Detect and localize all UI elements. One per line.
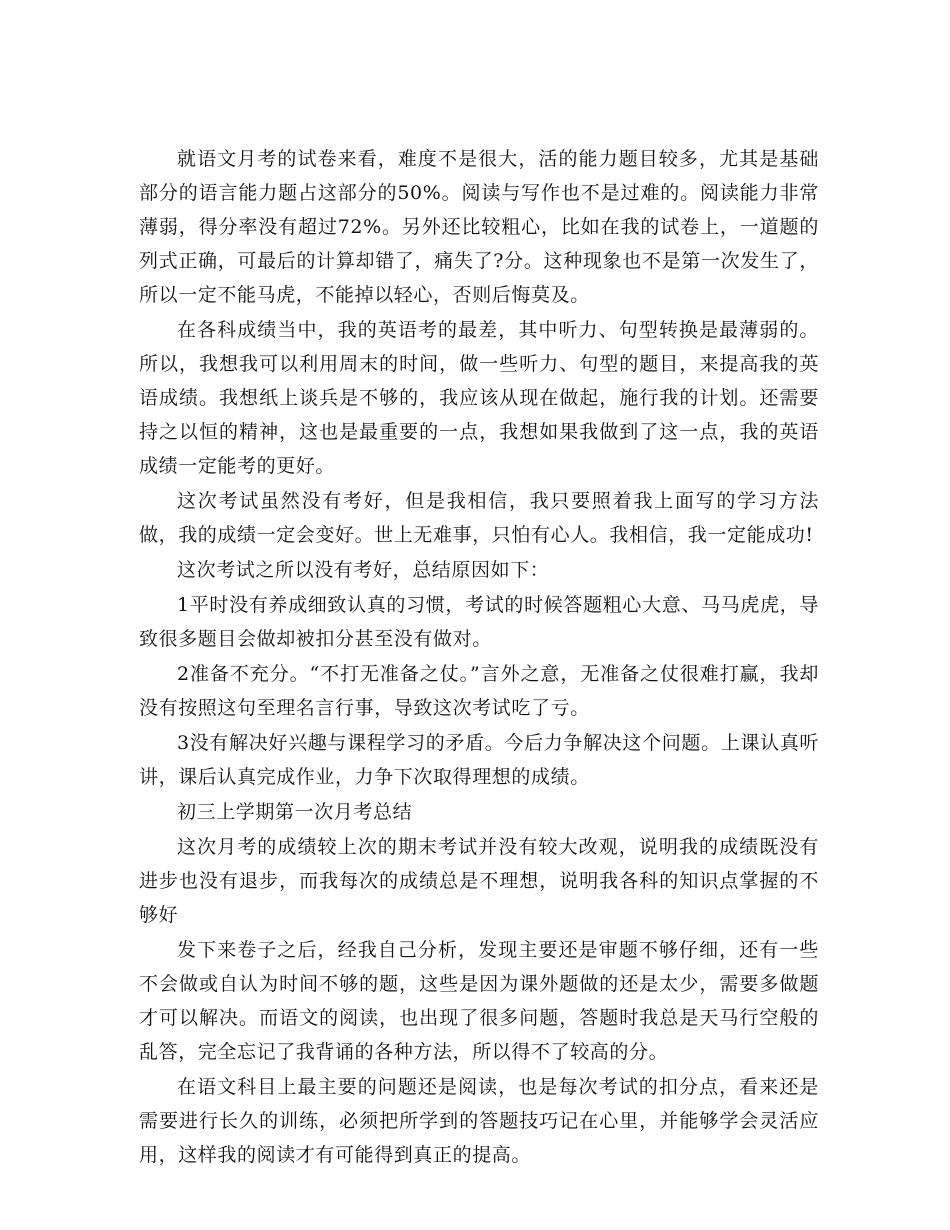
paragraph-confidence: 这次考试虽然没有考好，但是我相信，我只要照着我上面写的学习方法做，我的成绩一定会变好。世上无难事，只怕有心人。我相信，我一定能成功! [139,490,819,546]
paragraph-monthly-results: 这次月考的成绩较上次的期末考试并没有较大改观，说明我的成绩既没有进步也没有退步，而我每次的成绩总是不理想，说明我各科的知识点掌握的不够好 [139,836,819,926]
paragraph-self-analysis: 发下来卷子之后，经我自己分析，发现主要还是审题不够仔细，还有一些不会做或自认为时间不够的题，这些是因为课外题做的还是太少，需要多做题才可以解决。而语文的阅读，也出现了很多问题，答题时我总是天马行空般的乱答，完全忘记了我背诵的各种方法，所以得不了较高的分。 [139,939,819,1063]
paragraph-english-results: 在各科成绩当中，我的英语考的最差，其中听力、句型转换是最薄弱的。所以，我想我可以利用周末的时间，做一些听力、句型的题目，来提高我的英语成绩。我想纸上谈兵是不够的，我应该从现在做起，施行我的计划。还需要持之以恒的精神，这也是最重要的一点，我想如果我做到了这一点，我的英语成绩一定能考的更好。 [139,319,819,477]
document-body [139,142,819,1173]
section-heading: 初三上学期第一次月考总结 [177,801,413,823]
paragraph-chinese-exam: 就语文月考的试卷来看，难度不是很大，活的能力题目较多，尤其是基础部分的语言能力题占这部分的50%。阅读与写作也不是过难的。阅读能力非常薄弱，得分率没有超过72%。另外还比较粗心，比如在我的试卷上，一道题的列式正确，可最后的计算却错了，痛失了?分。这种现象也不是第一次发生了，所以一定不能马虎，不能掉以轻心，否则后悔莫及。 [139,148,819,306]
paragraph-reasons-intro: 这次考试之所以没有考好，总结原因如下： [177,559,550,581]
paragraph-reason-1: 1平时没有养成细致认真的习惯，考试的时候答题粗心大意、马马虎虎，导致很多题目会做却被扣分甚至没有做对。 [139,594,819,650]
paragraph-reading-problem: 在语文科目上最主要的问题还是阅读，也是每次考试的扣分点，看来还是需要进行长久的训练，必须把所学到的答题技巧记在心里，并能够学会灵活应用，这样我的阅读才有可能得到真正的提高。 [139,1076,819,1166]
paragraph-reason-3: 3没有解决好兴趣与课程学习的矛盾。今后力争解决这个问题。上课认真听讲，课后认真完成作业，力争下次取得理想的成绩。 [139,732,819,788]
paragraph-reason-2: 2准备不充分。“不打无准备之仗。”言外之意，无准备之仗很难打赢，我却没有按照这句至理名言行事，导致这次考试吃了亏。 [139,663,819,719]
